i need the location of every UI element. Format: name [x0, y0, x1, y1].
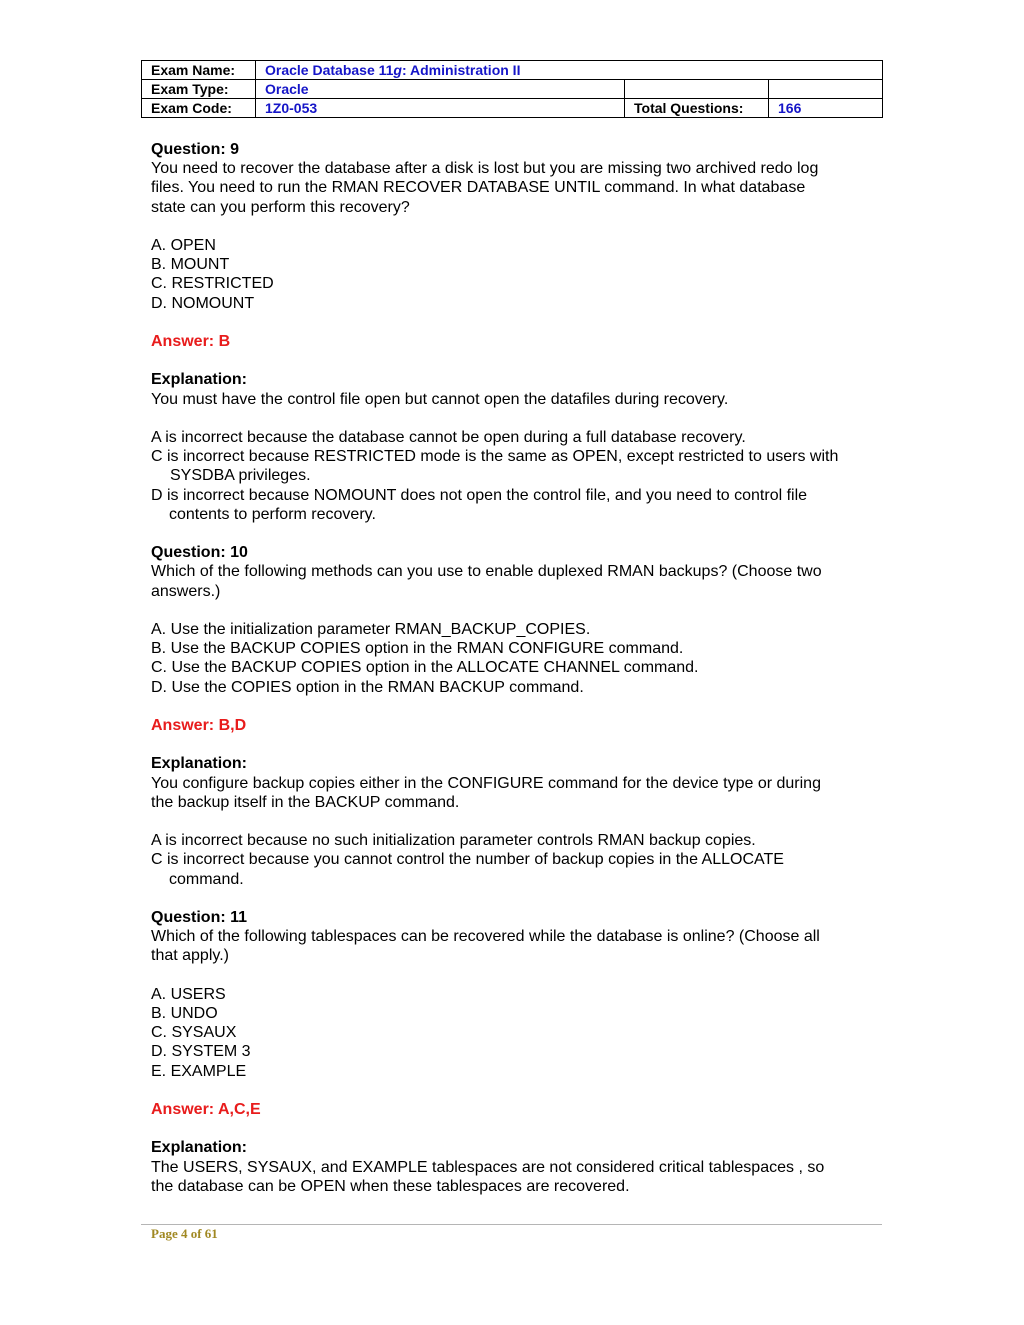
question-block — [151, 543, 876, 908]
exam-type-label: Exam Type: — [142, 80, 256, 99]
explanation-label: Explanation: — [151, 755, 248, 773]
explanation-label: Explanation: — [151, 1139, 248, 1157]
incorrect-note-continuation: SYSDBA privileges. — [170, 467, 311, 485]
answer-option: A. Use the initialization parameter RMAN_BACKUP_COPIES. — [151, 620, 591, 638]
answer-option: C. Use the BACKUP COPIES option in the ALLOCATE CHANNEL command. — [151, 659, 699, 677]
question-text-line: files. You need to run the RMAN RECOVER DATABASE UNTIL command. In what database — [151, 179, 806, 197]
exam-info-table — [141, 60, 883, 118]
answer-option: B. Use the BACKUP COPIES option in the RMAN CONFIGURE command. — [151, 640, 684, 658]
empty-cell — [625, 80, 769, 99]
incorrect-note: D is incorrect because NOMOUNT does not open the control file, and you need to control file — [151, 486, 808, 504]
question-block — [151, 140, 876, 543]
correct-answer: Answer: A,C,E — [151, 1100, 261, 1118]
question-text-line: answers.) — [151, 582, 221, 600]
explanation-line: You must have the control file open but cannot open the datafiles during recovery. — [151, 390, 729, 408]
answer-option: D. Use the COPIES option in the RMAN BACKUP command. — [151, 678, 584, 696]
empty-cell — [769, 80, 883, 99]
question-text-line: that apply.) — [151, 947, 229, 965]
exam-code-label: Exam Code: — [142, 99, 256, 118]
footer-divider — [141, 1224, 882, 1225]
page-content — [151, 140, 876, 1196]
incorrect-note: A is incorrect because the database cannot be open during a full database recovery. — [151, 428, 746, 446]
answer-option: D. SYSTEM 3 — [151, 1043, 251, 1061]
answer-option: C. RESTRICTED — [151, 275, 274, 293]
answer-option: D. NOMOUNT — [151, 294, 255, 312]
incorrect-note-continuation: contents to perform recovery. — [169, 505, 376, 523]
exam-code-value: 1Z0-053 — [256, 99, 625, 118]
correct-answer: Answer: B — [151, 333, 231, 350]
question-text-line: Which of the following tablespaces can be recovered while the database is online? (Choose all — [151, 928, 820, 946]
answer-option: B. UNDO — [151, 1004, 218, 1022]
page-number: Page 4 of 61 — [151, 1226, 218, 1241]
incorrect-note: A is incorrect because no such initialization parameter controls RMAN backup copies. — [151, 832, 756, 850]
exam-name-row — [142, 61, 883, 80]
question-title: Question: 11 — [151, 908, 248, 926]
answer-option: B. MOUNT — [151, 256, 230, 274]
incorrect-note: C is incorrect because RESTRICTED mode is the same as OPEN, except restricted to users with — [151, 448, 839, 466]
total-questions-label: Total Questions: — [625, 99, 769, 118]
explanation-line: the database can be OPEN when these tablespaces are recovered. — [151, 1177, 630, 1195]
explanation-line: You configure backup copies either in the CONFIGURE command for the device type or during — [151, 774, 821, 792]
incorrect-note-continuation: command. — [169, 870, 244, 888]
answer-option: A. OPEN — [151, 237, 216, 254]
question-title: Question: 10 — [151, 544, 248, 562]
exam-name-suffix: : Administration II — [401, 61, 521, 78]
exam-type-value: Oracle — [256, 80, 625, 99]
correct-answer: Answer: B,D — [151, 716, 247, 734]
explanation-line: The USERS, SYSAUX, and EXAMPLE tablespaces are not considered critical tablespaces , so — [151, 1158, 825, 1176]
question-text-line: Which of the following methods can you use to enable duplexed RMAN backups? (Choose two — [151, 563, 822, 581]
question-text-line: state can you perform this recovery? — [151, 198, 410, 216]
exam-type-row — [142, 80, 883, 99]
exam-name-italic: g — [393, 61, 402, 78]
question-title: Question: 9 — [151, 141, 240, 158]
exam-name-value — [256, 61, 883, 80]
question-text-line: You need to recover the database after a disk is lost but you are missing two archived redo log — [151, 160, 819, 178]
exam-name-label: Exam Name: — [142, 61, 256, 80]
answer-option: A. USERS — [151, 985, 226, 1003]
answer-option: E. EXAMPLE — [151, 1062, 247, 1080]
exam-code-row — [142, 99, 883, 118]
answer-option: C. SYSAUX — [151, 1024, 237, 1042]
explanation-line: the backup itself in the BACKUP command. — [151, 793, 460, 811]
exam-name-prefix: Oracle Database 11 — [265, 61, 394, 78]
question-block — [151, 908, 876, 1196]
total-questions-value: 166 — [769, 99, 883, 118]
explanation-label: Explanation: — [151, 371, 248, 389]
incorrect-note: C is incorrect because you cannot control the number of backup copies in the ALLOCATE — [151, 851, 784, 869]
